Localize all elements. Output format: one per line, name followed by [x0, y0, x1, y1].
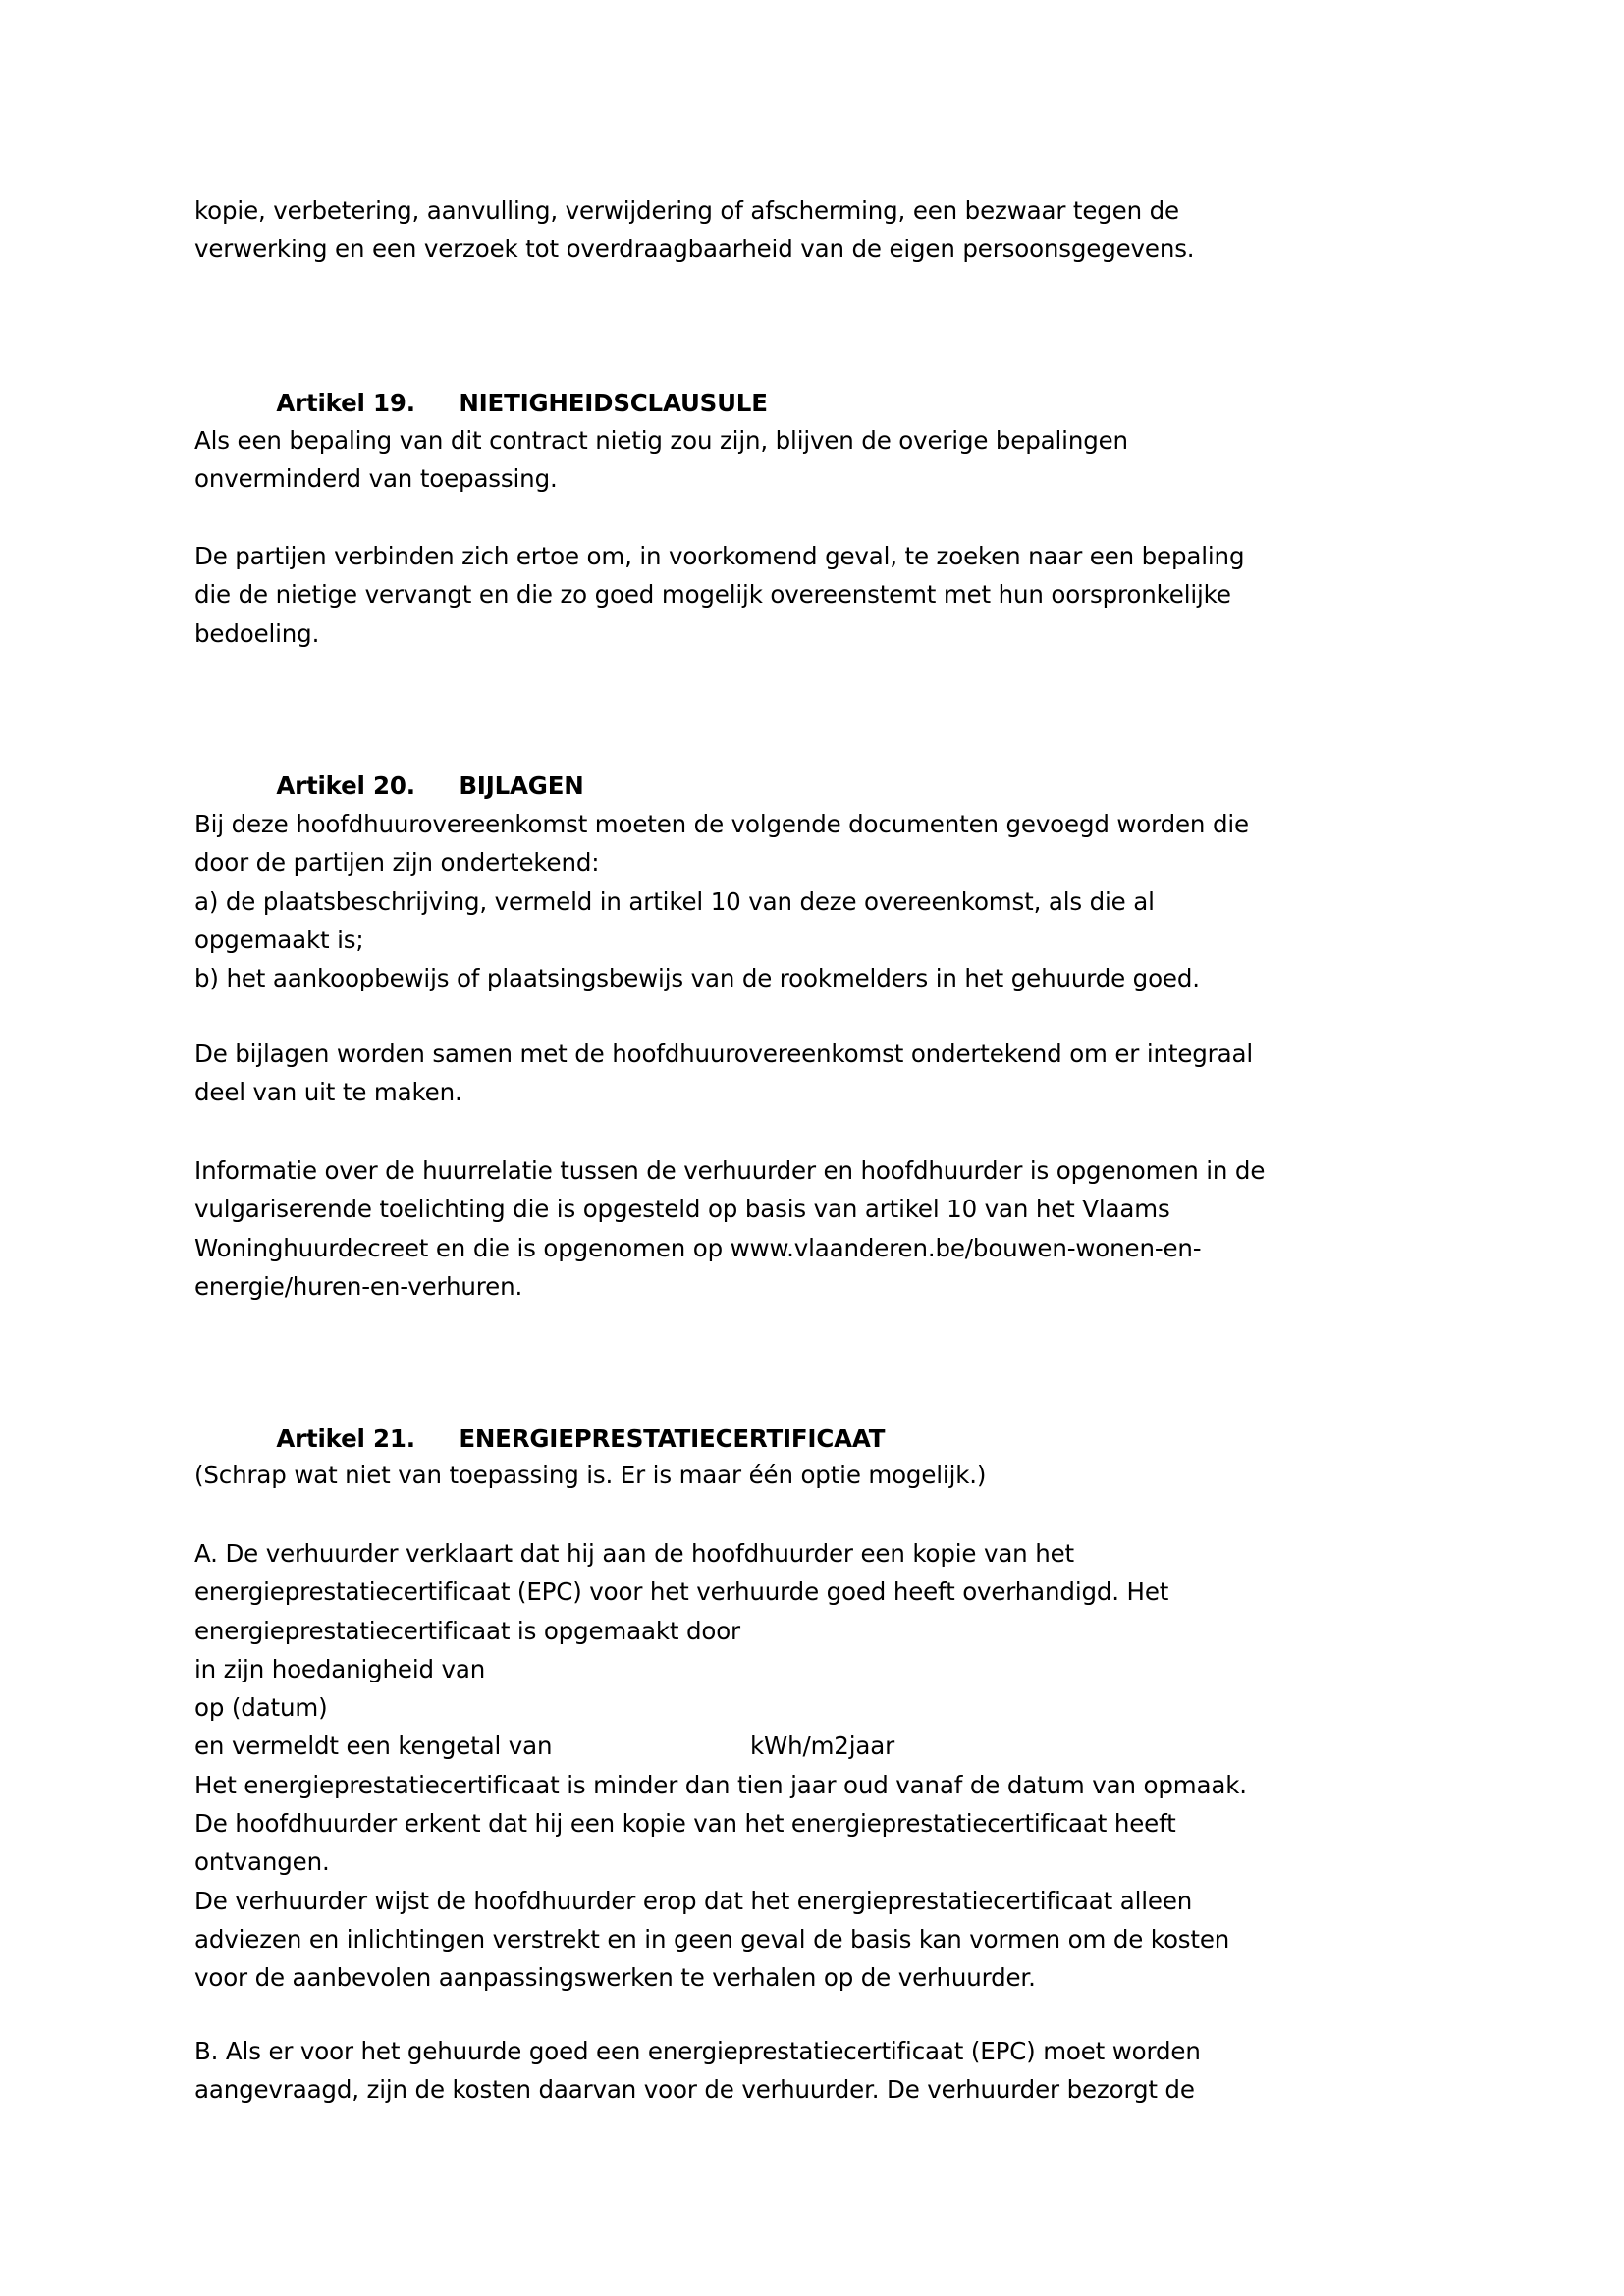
fill-in-line-datum: op (datum)	[194, 1693, 328, 1723]
text-line: Het energieprestatiecertificaat is minder dan tien jaar oud vanaf de datum van opmaak.	[194, 1770, 1247, 1799]
text-line: verwerking en een verzoek tot overdraagbaarheid van de eigen persoonsgegevens.	[194, 235, 1195, 264]
article-number: Artikel 19.	[276, 389, 415, 418]
continuation-paragraph	[194, 191, 1471, 269]
article-21-option-b	[194, 2032, 1471, 2109]
text-line: De partijen verbinden zich ertoe om, in voorkomend geval, te zoeken naar een bepaling	[194, 542, 1245, 570]
text-line: aangevraagd, zijn de kosten daarvan voor de verhuurder. De verhuurder bezorgt de	[194, 2075, 1195, 2105]
text-line-with-url: energie/huren-en-verhuren.	[194, 1271, 523, 1301]
article-20-paragraph-2	[194, 1035, 1471, 1112]
text-line: (Schrap wat niet van toepassing is. Er is maar één optie mogelijk.)	[194, 1461, 987, 1489]
article-21-option-a	[194, 1534, 1471, 1998]
text-line: voor de aanbevolen aanpassingswerken te verhalen op de verhuurder.	[194, 1963, 1036, 1993]
kengetal-unit: kWh/m2jaar	[750, 1732, 895, 1761]
fill-in-line-kengetal	[194, 1727, 1471, 1765]
text-line: De verhuurder wijst de hoofdhuurder erop dat het energieprestatiecertificaat alleen	[194, 1886, 1193, 1915]
article-title: ENERGIEPRESTATIECERTIFICAAT	[459, 1424, 886, 1454]
text-line: vulgariserende toelichting die is opgesteld op basis van artikel 10 van het Vlaams	[194, 1195, 1170, 1224]
text-line: B. Als er voor het gehuurde goed een energieprestatiecertificaat (EPC) moet worden	[194, 2037, 1201, 2065]
article-number: Artikel 21.	[276, 1424, 415, 1454]
text-line: Als een bepaling van dit contract nietig zou zijn, blijven de overige bepalingen	[194, 426, 1128, 454]
text-line: A. De verhuurder verklaart dat hij aan de hoofdhuurder een kopie van het	[194, 1539, 1074, 1568]
text-line: Bij deze hoofdhuurovereenkomst moeten de volgende documenten gevoegd worden die	[194, 810, 1249, 838]
fill-in-line-hoedanigheid: in zijn hoedanigheid van	[194, 1654, 486, 1683]
text-line: kopie, verbetering, aanvulling, verwijdering of afscherming, een bezwaar tegen de	[194, 196, 1179, 225]
text-line: Informatie over de huurrelatie tussen de verhuurder en hoofdhuurder is opgenomen in de	[194, 1156, 1266, 1185]
article-20-paragraph-1	[194, 805, 1471, 997]
article-title: NIETIGHEIDSCLAUSULE	[459, 389, 768, 418]
list-item-a: a) de plaatsbeschrijving, vermeld in artikel 10 van deze overeenkomst, als die al	[194, 886, 1155, 916]
text-line: opgemaakt is;	[194, 925, 364, 954]
article-19-paragraph-2	[194, 537, 1471, 653]
text-line: ontvangen.	[194, 1847, 330, 1877]
text-line: deel van uit te maken.	[194, 1078, 462, 1107]
article-21-instruction	[194, 1456, 1471, 1494]
text-line: die de nietige vervangt en die zo goed mogelijk overeenstemt met hun oorspronkelijke	[194, 580, 1231, 610]
text-line: De hoofdhuurder erkent dat hij een kopie van het energieprestatiecertificaat heeft	[194, 1809, 1176, 1839]
text-line: De bijlagen worden samen met de hoofdhuurovereenkomst ondertekend om er integraal	[194, 1040, 1253, 1068]
article-20-paragraph-3	[194, 1151, 1471, 1306]
kengetal-label: en vermeldt een kengetal van	[194, 1732, 553, 1761]
fill-in-line-opgemaakt-door: energieprestatiecertificaat is opgemaakt door	[194, 1616, 740, 1645]
text-line: energieprestatiecertificaat (EPC) voor het verhuurde goed heeft overhandigd. Het	[194, 1577, 1169, 1607]
text-line: bedoeling.	[194, 618, 320, 648]
article-title: BIJLAGEN	[459, 772, 584, 801]
list-item-b: b) het aankoopbewijs of plaatsingsbewijs van de rookmelders in het gehuurde goed.	[194, 964, 1200, 993]
text-line: door de partijen zijn ondertekend:	[194, 848, 600, 878]
text-line: onverminderd van toepassing.	[194, 464, 558, 494]
article-19-paragraph-1	[194, 421, 1471, 499]
text-line-with-url: Woninghuurdecreet en die is opgenomen op www.vlaanderen.be/bouwen-wonen-en-	[194, 1233, 1202, 1262]
text-line: adviezen en inlichtingen verstrekt en in geen geval de basis kan vormen om de kosten	[194, 1924, 1230, 1953]
article-number: Artikel 20.	[276, 772, 415, 801]
